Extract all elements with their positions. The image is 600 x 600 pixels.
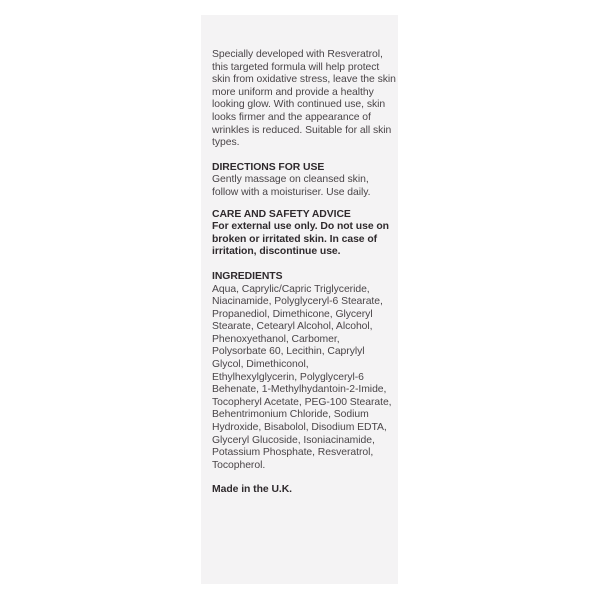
ingredients-heading: INGREDIENTS [212,270,283,282]
product-label-panel [201,15,398,584]
safety-text: For external use only. Do not use on broken or irritated skin. In case of irritation, discontinue use. [212,221,389,258]
origin-text: Made in the U.K. [212,484,293,496]
product-description: Specially developed with Resveratrol, this targeted formula will help protect skin from oxidative stress, leave the skin more uniform and provide a healthy looking glow. With continued use, skin looks firmer and the appearance of wrinkles is reduced. Suitable for all skin types. [212,49,396,149]
ingredients-list: Aqua, Caprylic/Capric Triglyceride, Niacinamide, Polyglyceryl-6 Stearate, Propanediol, Dimethicone, Glyceryl Stearate, Cetearyl Alcohol, Alcohol, Phenoxyethanol, Carbomer, Polysorbate 60, Lecithin, Caprylyl Glycol, Dimethiconol, Ethylhexylglycerin, Polyglyceryl-6 Behenate, 1-Methylhydantoin-2-Imide, Tocopheryl Acetate, PEG-100 Stearate, Behentrimonium Chloride, Sodium Hydroxide, Bisabolol, Disodium EDTA, Glyceryl Glucoside, Isoniacinamide, Potassium Phosphate, Resveratrol, Tocopherol. [212,283,392,471]
label-text [212,49,396,497]
directions-heading: DIRECTIONS FOR USE [212,161,325,173]
safety-heading: CARE AND SAFETY ADVICE [212,208,351,220]
directions-text: Gently massage on cleansed skin, follow with a moisturiser. Use daily. [212,174,371,198]
